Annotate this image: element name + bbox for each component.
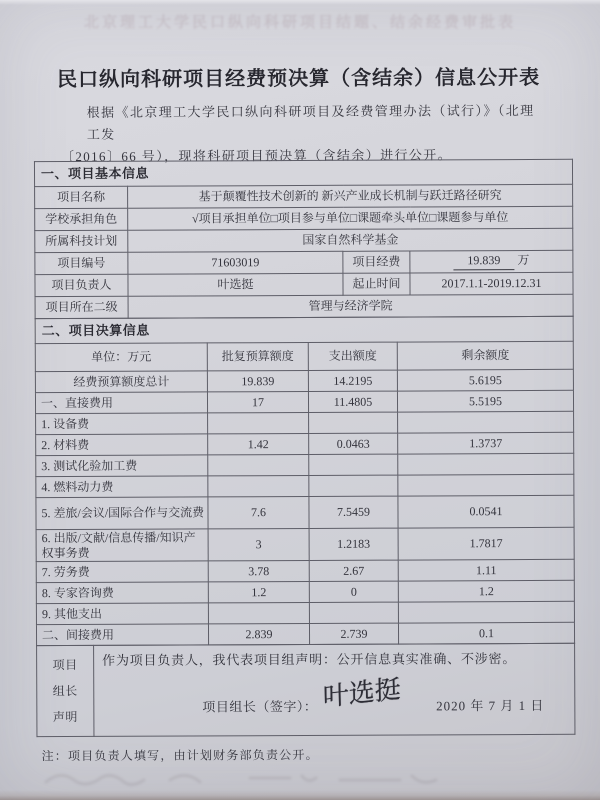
- budget-value: 3: [208, 528, 309, 560]
- intro-paragraph: [61, 100, 541, 168]
- budget-value: [208, 412, 309, 433]
- basic-info-section-title: 一、项目基本信息: [34, 159, 572, 186]
- table-row: [35, 184, 573, 208]
- budget-value: [208, 602, 309, 623]
- handwritten-signature: 叶选挺: [322, 674, 401, 713]
- bleed-through-header-text: 北京理工大学民口纵向科研项目结题、结余经费审批表: [83, 14, 516, 31]
- signature-label: 项目组长（签字）：: [202, 698, 318, 714]
- basic-info-table: [34, 159, 574, 319]
- row-label: 4. 燃料动力费: [36, 476, 208, 498]
- signature-date: 2020 年 7 月 1 日: [436, 697, 545, 713]
- pi-name-value: 叶选挺: [128, 273, 343, 296]
- period-value: 2017.1.1-2019.12.31: [410, 272, 573, 295]
- dept-value: 管理与经济学院: [128, 294, 573, 318]
- funding-amount: 19.839: [453, 253, 514, 270]
- spent-value: 1.2183: [309, 528, 398, 560]
- budget-value: [208, 454, 309, 475]
- paper-bottom-edge-shadow: [0, 790, 600, 800]
- project-name-label: 项目名称: [35, 186, 128, 208]
- spent-value: [309, 602, 398, 623]
- remain-value: 5.6195: [397, 369, 573, 391]
- page-title: 民口纵向科研项目经费预决算（含结余）信息公开表: [57, 66, 541, 92]
- row-label: 7. 劳务费: [36, 561, 208, 583]
- spent-value: 11.4805: [308, 391, 397, 412]
- remain-value: [398, 474, 574, 496]
- program-label: 所属科技计划: [35, 230, 128, 252]
- table-row: [35, 369, 573, 392]
- remain-value: 1.2: [398, 580, 574, 602]
- role-label: 学校承担角色: [35, 208, 128, 230]
- remain-value: 1.3737: [398, 432, 574, 454]
- funding-unit: 万: [517, 252, 530, 268]
- remain-value: 0.1: [398, 622, 574, 644]
- spent-value: [309, 454, 398, 475]
- section-header-row: [34, 159, 572, 186]
- declaration-side-label: 项目组长声明: [37, 645, 94, 736]
- budget-value: 1.42: [208, 433, 309, 454]
- table-row: [35, 272, 573, 296]
- table-row: [35, 206, 573, 230]
- spent-value: 2.67: [309, 560, 398, 581]
- table-row: [35, 390, 573, 413]
- role-checkbox-options: √项目承担单位□项目参与单位□课题牵头单位□课题参与单位: [128, 206, 573, 230]
- program-value: 国家自然科学基金: [128, 228, 573, 252]
- declaration-statement: 作为项目负责人，我代表项目组声明：公开信息真实准确、不涉密。: [102, 651, 517, 668]
- col-header-budget: 批复预算额度: [207, 342, 308, 370]
- row-label: 二、间接费用: [36, 624, 208, 646]
- dept-label: 项目所在二级: [35, 296, 128, 318]
- remain-value: [398, 411, 574, 433]
- budget-value: 2.839: [208, 623, 309, 644]
- table-row: [36, 580, 574, 603]
- table-row: [36, 559, 574, 582]
- footer-note: 注：项目负责人填写，由计划财务部负责公开。: [41, 747, 319, 764]
- budget-value: [208, 475, 309, 496]
- table-row: [36, 411, 574, 434]
- funding-label: 项目经费: [343, 251, 410, 273]
- row-label: 经费预算额度总计: [35, 371, 207, 393]
- settlement-table: [35, 316, 575, 646]
- remain-value: 5.5195: [397, 390, 573, 412]
- table-row: [36, 527, 574, 561]
- row-label: 一、直接费用: [35, 392, 207, 414]
- spent-value: [309, 475, 398, 496]
- table-row: [36, 495, 574, 529]
- remain-value: [398, 601, 574, 623]
- col-header-remain: 剩余额度: [397, 341, 573, 370]
- remain-value: [398, 453, 574, 475]
- settlement-section-title: 二、项目决算信息: [35, 316, 573, 343]
- table-row: [35, 294, 573, 318]
- table-row: [36, 622, 574, 645]
- budget-value: 19.839: [207, 370, 308, 391]
- spent-value: 7.5459: [309, 496, 398, 528]
- period-label: 起止时间: [343, 273, 410, 295]
- row-label: 2. 材料费: [36, 434, 208, 456]
- declaration-table: [36, 643, 575, 737]
- spent-value: 0.0463: [309, 433, 398, 454]
- section-header-row: [35, 316, 573, 343]
- row-label: 5. 差旅/会议/国际合作与交流费: [36, 497, 208, 530]
- budget-value: 17: [207, 391, 308, 412]
- pi-label: 项目负责人: [35, 274, 128, 296]
- remain-value: 0.0541: [398, 495, 574, 528]
- funding-value-cell: [410, 250, 573, 273]
- declaration-body: [94, 643, 575, 736]
- project-name-value: 基于颠覆性技术创新的 新兴产业成长机制与跃迁路径研究: [128, 184, 573, 208]
- budget-value: 7.6: [208, 496, 309, 528]
- row-label: 6. 出版/文献/信息传播/知识产权事务费: [36, 529, 208, 562]
- column-header-row: [35, 341, 573, 371]
- row-label: 1. 设备费: [36, 413, 208, 435]
- signature-row: [94, 667, 574, 728]
- row-label: 9. 其他支出: [36, 603, 208, 625]
- form-tables: [34, 159, 575, 737]
- row-label: 3. 测试化验加工费: [36, 455, 208, 477]
- spent-value: 2.739: [309, 623, 398, 644]
- declaration-row: [37, 643, 575, 736]
- table-row: [36, 601, 574, 624]
- budget-value: 3.78: [208, 560, 309, 581]
- project-no-label: 项目编号: [35, 252, 128, 274]
- row-label: 8. 专家咨询费: [36, 582, 208, 604]
- table-row: [35, 228, 573, 252]
- table-row: [35, 250, 573, 274]
- remain-value: 1.11: [398, 559, 574, 581]
- bleed-through-handwriting-artifact: [40, 766, 470, 792]
- spent-value: [309, 412, 398, 433]
- budget-value: 1.2: [208, 581, 309, 602]
- unit-header: 单位：万元: [35, 343, 207, 372]
- intro-line-2: 〔2016〕66 号），现将科研项目预决算（含结余）进行公开。: [60, 147, 453, 165]
- spent-value: 14.2195: [308, 370, 397, 391]
- spent-value: 0: [309, 581, 398, 602]
- table-row: [36, 474, 574, 497]
- remain-value: 1.7817: [398, 527, 574, 560]
- table-row: [36, 453, 574, 476]
- project-no-value: 71603019: [128, 251, 343, 274]
- intro-line-1: 根据《北京理工大学民口纵向科研项目及经费管理办法（试行）》（北理工发: [86, 102, 535, 142]
- table-row: [36, 432, 574, 455]
- col-header-spent: 支出额度: [308, 342, 397, 370]
